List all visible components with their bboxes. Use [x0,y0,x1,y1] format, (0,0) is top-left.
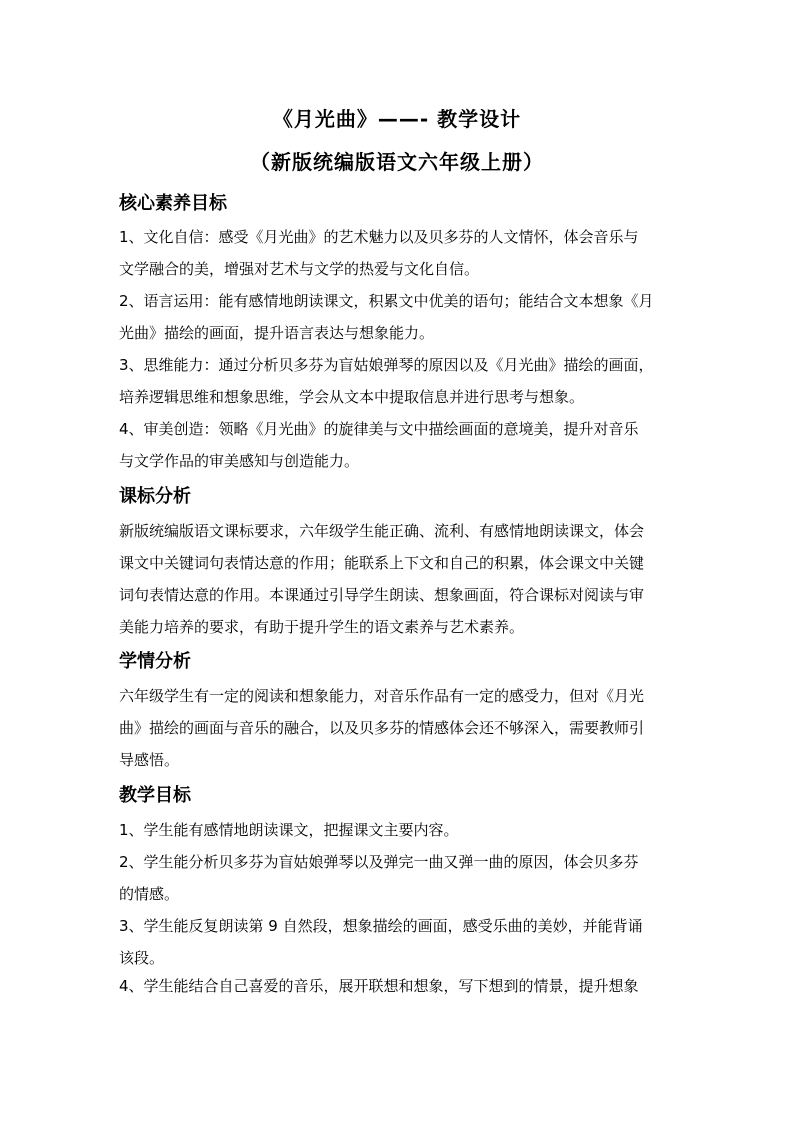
text-line: 1、文化自信：感受《月光曲》的艺术魅力以及贝多芬的人文情怀，体会音乐与 [119,228,639,246]
text-line: 曲》描绘的画面与音乐的融合，以及贝多芬的情感体会还不够深入，需要教师引 [119,719,645,737]
text-line: 培养逻辑思维和想象思维，学会从文本中提取信息并进行思考与想象。 [119,388,585,406]
paragraph-curriculum-analysis [119,515,679,643]
text-line: 与文学作品的审美感知与创造能力。 [119,452,360,470]
text-line: 3、思维能力：通过分析贝多芬为盲姑娘弹琴的原因以及《月光曲》描绘的画面， [119,356,654,374]
paragraph-teaching-objective-2 [119,846,679,910]
document-subtitle: （新版统编版语文六年级上册） [250,150,544,174]
paragraph-student-analysis [119,680,679,776]
text-line: 美能力培养的要求，有助于提升学生的语文素养与艺术素养。 [119,618,525,636]
text-line: 六年级学生有一定的阅读和想象能力，对音乐作品有一定的感受力，但对《月光 [119,687,645,705]
paragraph-teaching-objective-4 [119,970,679,1002]
text-line: 4、审美创造：领略《月光曲》的旋律美与文中描绘画面的意境美，提升对音乐 [119,420,639,438]
text-line: 的情感。 [119,885,180,903]
paragraph-core-literacy-4 [119,413,679,477]
document-title: 《月光曲》——- 教学设计 [272,107,522,131]
paragraph-teaching-objective-1 [119,814,679,846]
paragraph-core-literacy-3 [119,349,679,413]
text-line: 词句表情达意的作用。本课通过引导学生朗读、想象画面，符合课标对阅读与审 [119,586,645,604]
text-line: 课文中关键词句表情达意的作用；能联系上下文和自己的积累，体会课文中关键 [119,554,645,572]
text-line: 2、学生能分析贝多芬为盲姑娘弹琴以及弹完一曲又弹一曲的原因，体会贝多芬 [119,853,639,871]
text-line: 新版统编版语文课标要求，六年级学生能正确、流利、有感情地朗读课文，体会 [119,522,645,540]
text-line: 1、学生能有感情地朗读课文，把握课文主要内容。 [119,821,459,839]
section-heading-core-literacy: 核心素养目标 [119,193,227,214]
text-line: 该段。 [119,949,165,967]
paragraph-teaching-objective-3 [119,910,679,974]
paragraph-core-literacy-2 [119,285,679,349]
section-heading-curriculum-analysis: 课标分析 [119,486,191,507]
text-line: 2、语言运用：能有感情地朗读课文，积累文中优美的语句；能结合文本想象《月 [119,292,654,310]
text-line: 4、学生能结合自己喜爱的音乐，展开联想和想象，写下想到的情景，提升想象 [119,977,639,995]
text-line: 3、学生能反复朗读第 9 自然段，想象描绘的画面，感受乐曲的美妙，并能背诵 [119,917,643,935]
section-heading-teaching-objectives: 教学目标 [119,785,191,806]
paragraph-core-literacy-1 [119,221,679,285]
text-line: 导感悟。 [119,751,180,769]
text-line: 文学融合的美，增强对艺术与文学的热爱与文化自信。 [119,260,480,278]
section-heading-student-analysis: 学情分析 [119,651,191,672]
text-line: 光曲》描绘的画面，提升语言表达与想象能力。 [119,324,435,342]
